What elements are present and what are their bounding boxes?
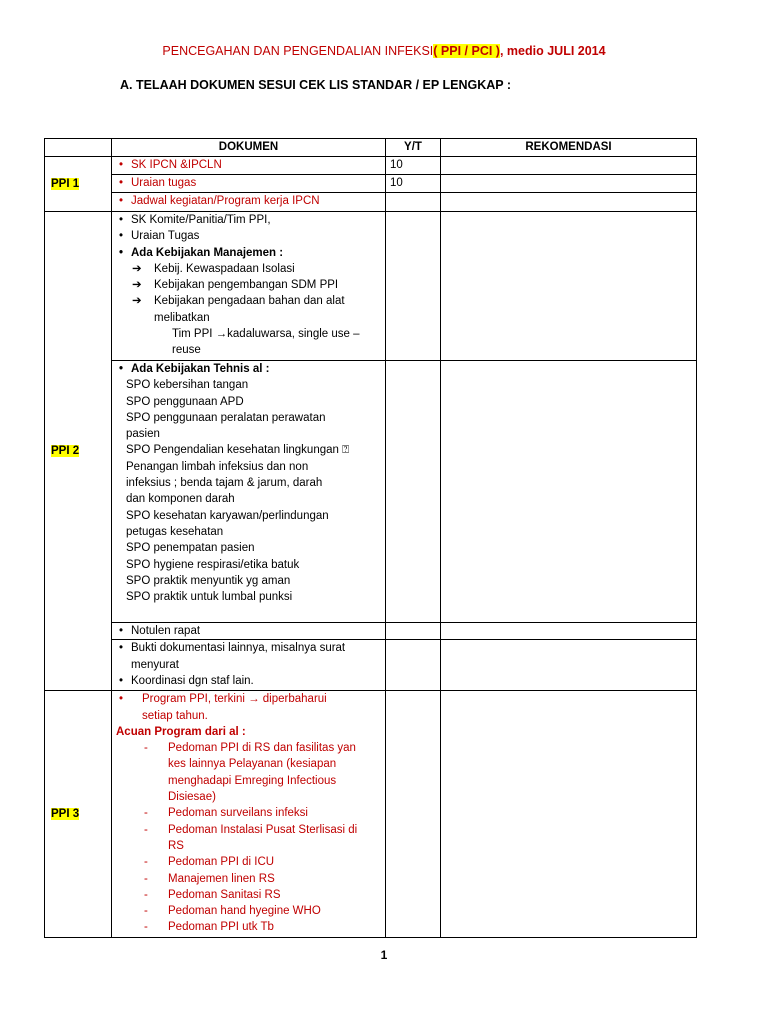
spo-line: dan komponen darah (126, 493, 235, 506)
spo-line: SPO penggunaan APD (126, 395, 244, 408)
header-rekomendasi: REKOMENDASI (441, 139, 697, 157)
doc-cell (112, 691, 386, 938)
list-item (116, 903, 381, 919)
ppi3-label: PPI 3 (51, 808, 80, 821)
arrow-right-icon: ➔ (132, 295, 142, 308)
rekomendasi-cell (441, 623, 697, 640)
list-item-text: menghadapi Emreging Infectious (168, 774, 337, 787)
list-item-text: RS (168, 839, 184, 852)
section-heading: A. TELAAH DOKUMEN SESUI CEK LIS STANDAR / EP LENGKAP : (120, 78, 512, 92)
list-item: • Notulen rapat (116, 623, 381, 639)
yt-cell (386, 691, 441, 938)
list-item-continuation (116, 773, 381, 789)
list-item-text: Kebijakan pengadaan bahan dan alat (154, 295, 345, 308)
list-item-text: Bukti dokumentasi lainnya, misalnya surat (131, 642, 346, 655)
list-item (116, 261, 381, 277)
ppi2-label-cell (45, 212, 112, 691)
bullet-icon: • (119, 693, 124, 706)
yt-cell (386, 193, 441, 212)
dash-marker: - (144, 742, 148, 755)
spo-line: SPO penggunaan peralatan perawatan (126, 411, 326, 424)
dash-marker: - (144, 872, 148, 885)
acuan-heading: Acuan Program dari al : (116, 725, 246, 738)
dash-marker: - (144, 888, 148, 901)
table-row (45, 193, 697, 212)
spo-line: SPO kesehatan karyawan/perlindungan (126, 509, 329, 522)
yt-cell: 10 (386, 175, 441, 193)
yt-cell (386, 623, 441, 640)
list-item (116, 822, 381, 838)
list-item-continuation (116, 789, 381, 805)
doc-cell (112, 623, 386, 640)
list-item-text: Pedoman Sanitasi RS (168, 888, 281, 901)
list-item-text: Manajemen linen RS (168, 872, 275, 885)
list-item (116, 854, 381, 870)
arrow-right-icon: ➔ (132, 262, 142, 275)
rekomendasi-cell (441, 157, 697, 175)
list-item (116, 805, 381, 821)
list-item-text: Program PPI, terkini → diperbaharui (142, 693, 327, 706)
list-item: • SK IPCN &IPCLN (116, 157, 381, 173)
header-blank (45, 139, 112, 157)
list-item-text: kes lainnya Pelayanan (kesiapan (168, 758, 337, 771)
list-item: • Jadwal kegiatan/Program kerja IPCN (116, 193, 381, 209)
list-item (116, 293, 381, 309)
doc-cell (112, 193, 386, 212)
table-row (45, 361, 697, 623)
list-item (116, 277, 381, 293)
list-item-text: Pedoman Instalasi Pusat Sterlisasi di (168, 823, 358, 836)
list-item: • Ada Kebijakan Manajemen : (116, 245, 381, 261)
document-checklist-table (44, 138, 697, 938)
list-item: • Koordinasi dgn staf lain. (116, 673, 381, 689)
dash-marker: - (144, 921, 148, 934)
yt-cell (386, 361, 441, 623)
list-item-text: Kebijakan pengembangan SDM PPI (154, 279, 339, 292)
spo-line: infeksius ; benda tajam & jarum, darah (126, 477, 323, 490)
spo-line: pasien (126, 428, 160, 441)
table-row (45, 623, 697, 640)
rekomendasi-cell (441, 691, 697, 938)
arrow-right-icon: ➔ (132, 279, 142, 292)
rekomendasi-cell (441, 175, 697, 193)
table-header-row (45, 139, 697, 157)
doc-cell (112, 212, 386, 361)
ppi3-label-cell (45, 691, 112, 938)
title-highlight: ( PPI / PCI ) (433, 44, 500, 58)
rekomendasi-cell (441, 193, 697, 212)
ppi1-label-cell (45, 157, 112, 212)
spo-line: SPO praktik untuk lumbal punksi (126, 591, 293, 604)
header-yt: Y/T (386, 139, 441, 157)
yt-cell (386, 640, 441, 691)
rekomendasi-cell (441, 640, 697, 691)
list-item-text: Pedoman surveilans infeksi (168, 807, 308, 820)
list-item-text: Pedoman PPI utk Tb (168, 921, 274, 934)
title-date: , medio JULI 2014 (499, 44, 606, 58)
spo-line: SPO penempatan pasien (126, 542, 255, 555)
list-item-text: Pedoman PPI di ICU (168, 856, 275, 869)
list-item-continuation: Tim PPI →kadaluwarsa, single use – (172, 328, 360, 341)
list-item: • SK Komite/Panitia/Tim PPI, (116, 212, 381, 228)
page-number: 1 (380, 948, 388, 962)
yt-cell: 10 (386, 157, 441, 175)
yt-cell (386, 212, 441, 361)
table-row (45, 212, 697, 361)
ppi1-label: PPI 1 (51, 177, 80, 190)
list-item (116, 887, 381, 903)
list-item-continuation (116, 838, 381, 854)
doc-cell (112, 157, 386, 175)
spo-line: SPO hygiene respirasi/etika batuk (126, 558, 300, 571)
doc-cell (112, 175, 386, 193)
rekomendasi-cell (441, 212, 697, 361)
doc-cell (112, 361, 386, 623)
list-item-continuation (116, 756, 381, 772)
list-item-text: menyurat (131, 658, 179, 671)
list-item-text: setiap tahun. (142, 709, 208, 722)
doc-cell (112, 640, 386, 691)
list-item (116, 740, 381, 756)
rekomendasi-cell (441, 361, 697, 623)
list-item (116, 919, 381, 935)
list-item-text: Disiesae) (168, 791, 216, 804)
ppi2-label: PPI 2 (51, 445, 80, 457)
document-title (0, 44, 768, 58)
list-item-continuation: reuse (172, 344, 201, 357)
table-row (45, 640, 697, 691)
list-item-text: Pedoman hand hyegine WHO (168, 905, 321, 918)
header-dokumen: DOKUMEN (112, 139, 386, 157)
dash-marker: - (144, 823, 148, 836)
table-row (45, 175, 697, 193)
list-item: • Uraian Tugas (116, 228, 381, 244)
list-item: • Ada Kebijakan Tehnis al : (116, 361, 381, 377)
table-row (45, 691, 697, 938)
title-main: PENCEGAHAN DAN PENGENDALIAN INFEKSI (162, 44, 434, 58)
list-item-text: Kebij. Kewaspadaan Isolasi (154, 262, 295, 275)
spo-line: Penangan limbah infeksius dan non (126, 460, 309, 473)
dash-marker: - (144, 807, 148, 820)
spo-line: petugas kesehatan (126, 525, 224, 538)
spo-line: SPO praktik menyuntik yg aman (126, 574, 291, 587)
spo-line: SPO Pengendalian kesehatan lingkungan ⍰ (126, 444, 350, 457)
list-item-continuation: melibatkan (154, 311, 210, 324)
dash-marker: - (144, 856, 148, 869)
list-item (116, 640, 381, 673)
dash-marker: - (144, 905, 148, 918)
list-item (116, 691, 381, 724)
table-row (45, 157, 697, 175)
list-item-text: Pedoman PPI di RS dan fasilitas yan (168, 742, 356, 755)
spo-line: SPO kebersihan tangan (126, 379, 249, 392)
list-item: • Uraian tugas (116, 175, 381, 191)
list-item (116, 871, 381, 887)
